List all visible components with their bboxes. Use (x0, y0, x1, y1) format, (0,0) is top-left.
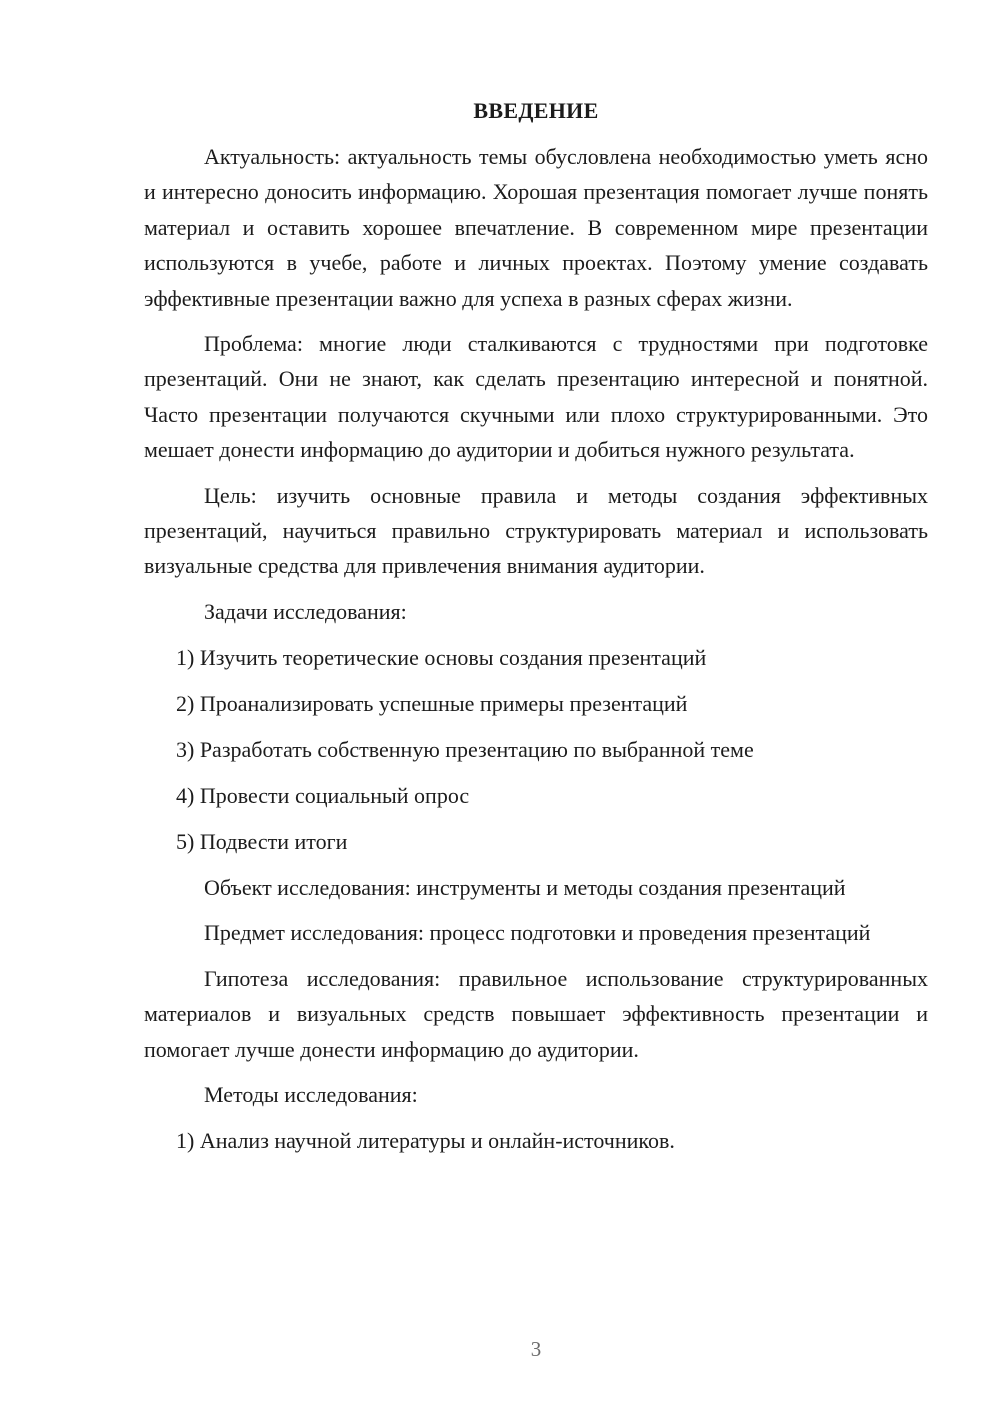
object-paragraph: Объект исследования: инструменты и методы создания презентаций (204, 874, 846, 900)
page-title: ВВЕДЕНИЕ (473, 98, 599, 123)
task-item: 4) Провести социальный опрос (176, 782, 470, 808)
hypothesis-paragraph: Гипотеза исследования: правильное использование структурированных материалов и визуальных средств повышает эффективность презентации и помогает лучше донести информацию до аудитории. (144, 965, 928, 1062)
relevance-paragraph: Актуальность: актуальность темы обусловлена необходимостью уметь ясно и интересно доносить информацию. Хорошая презентация помогает лучше понять материал и оставить хорошее впечатление. В современном мире презентации используются в учебе, работе и личных проектах. Поэтому умение создавать эффективные презентации важно для успеха в разных сферах жизни. (144, 144, 928, 311)
method-item: 1) Анализ научной литературы и онлайн-источников. (176, 1127, 675, 1153)
task-item: 1) Изучить теоретические основы создания презентаций (176, 644, 707, 670)
tasks-list (144, 640, 928, 859)
task-item: 3) Разработать собственную презентацию по выбранной теме (176, 736, 754, 762)
task-item: 2) Проанализировать успешные примеры презентаций (176, 690, 688, 716)
page-number: 3 (530, 1337, 542, 1361)
document-page (144, 93, 928, 1158)
goal-paragraph: Цель: изучить основные правила и методы создания эффективных презентаций, научиться правильно структурировать материал и использовать визуальные средства для привлечения внимания аудитории. (144, 482, 928, 579)
tasks-heading: Задачи исследования: (204, 598, 407, 624)
subject-paragraph: Предмет исследования: процесс подготовки и проведения презентаций (204, 920, 871, 946)
methods-heading: Методы исследования: (204, 1081, 418, 1107)
methods-list (144, 1123, 928, 1158)
problem-paragraph: Проблема: многие люди сталкиваются с трудностями при подготовке презентаций. Они не знают, как сделать презентацию интересной и понятной. Часто презентации получаются скучными или плохо структурированными. Это мешает донести информацию до аудитории и добиться нужного результата. (144, 331, 928, 463)
task-item: 5) Подвести итоги (176, 828, 348, 854)
